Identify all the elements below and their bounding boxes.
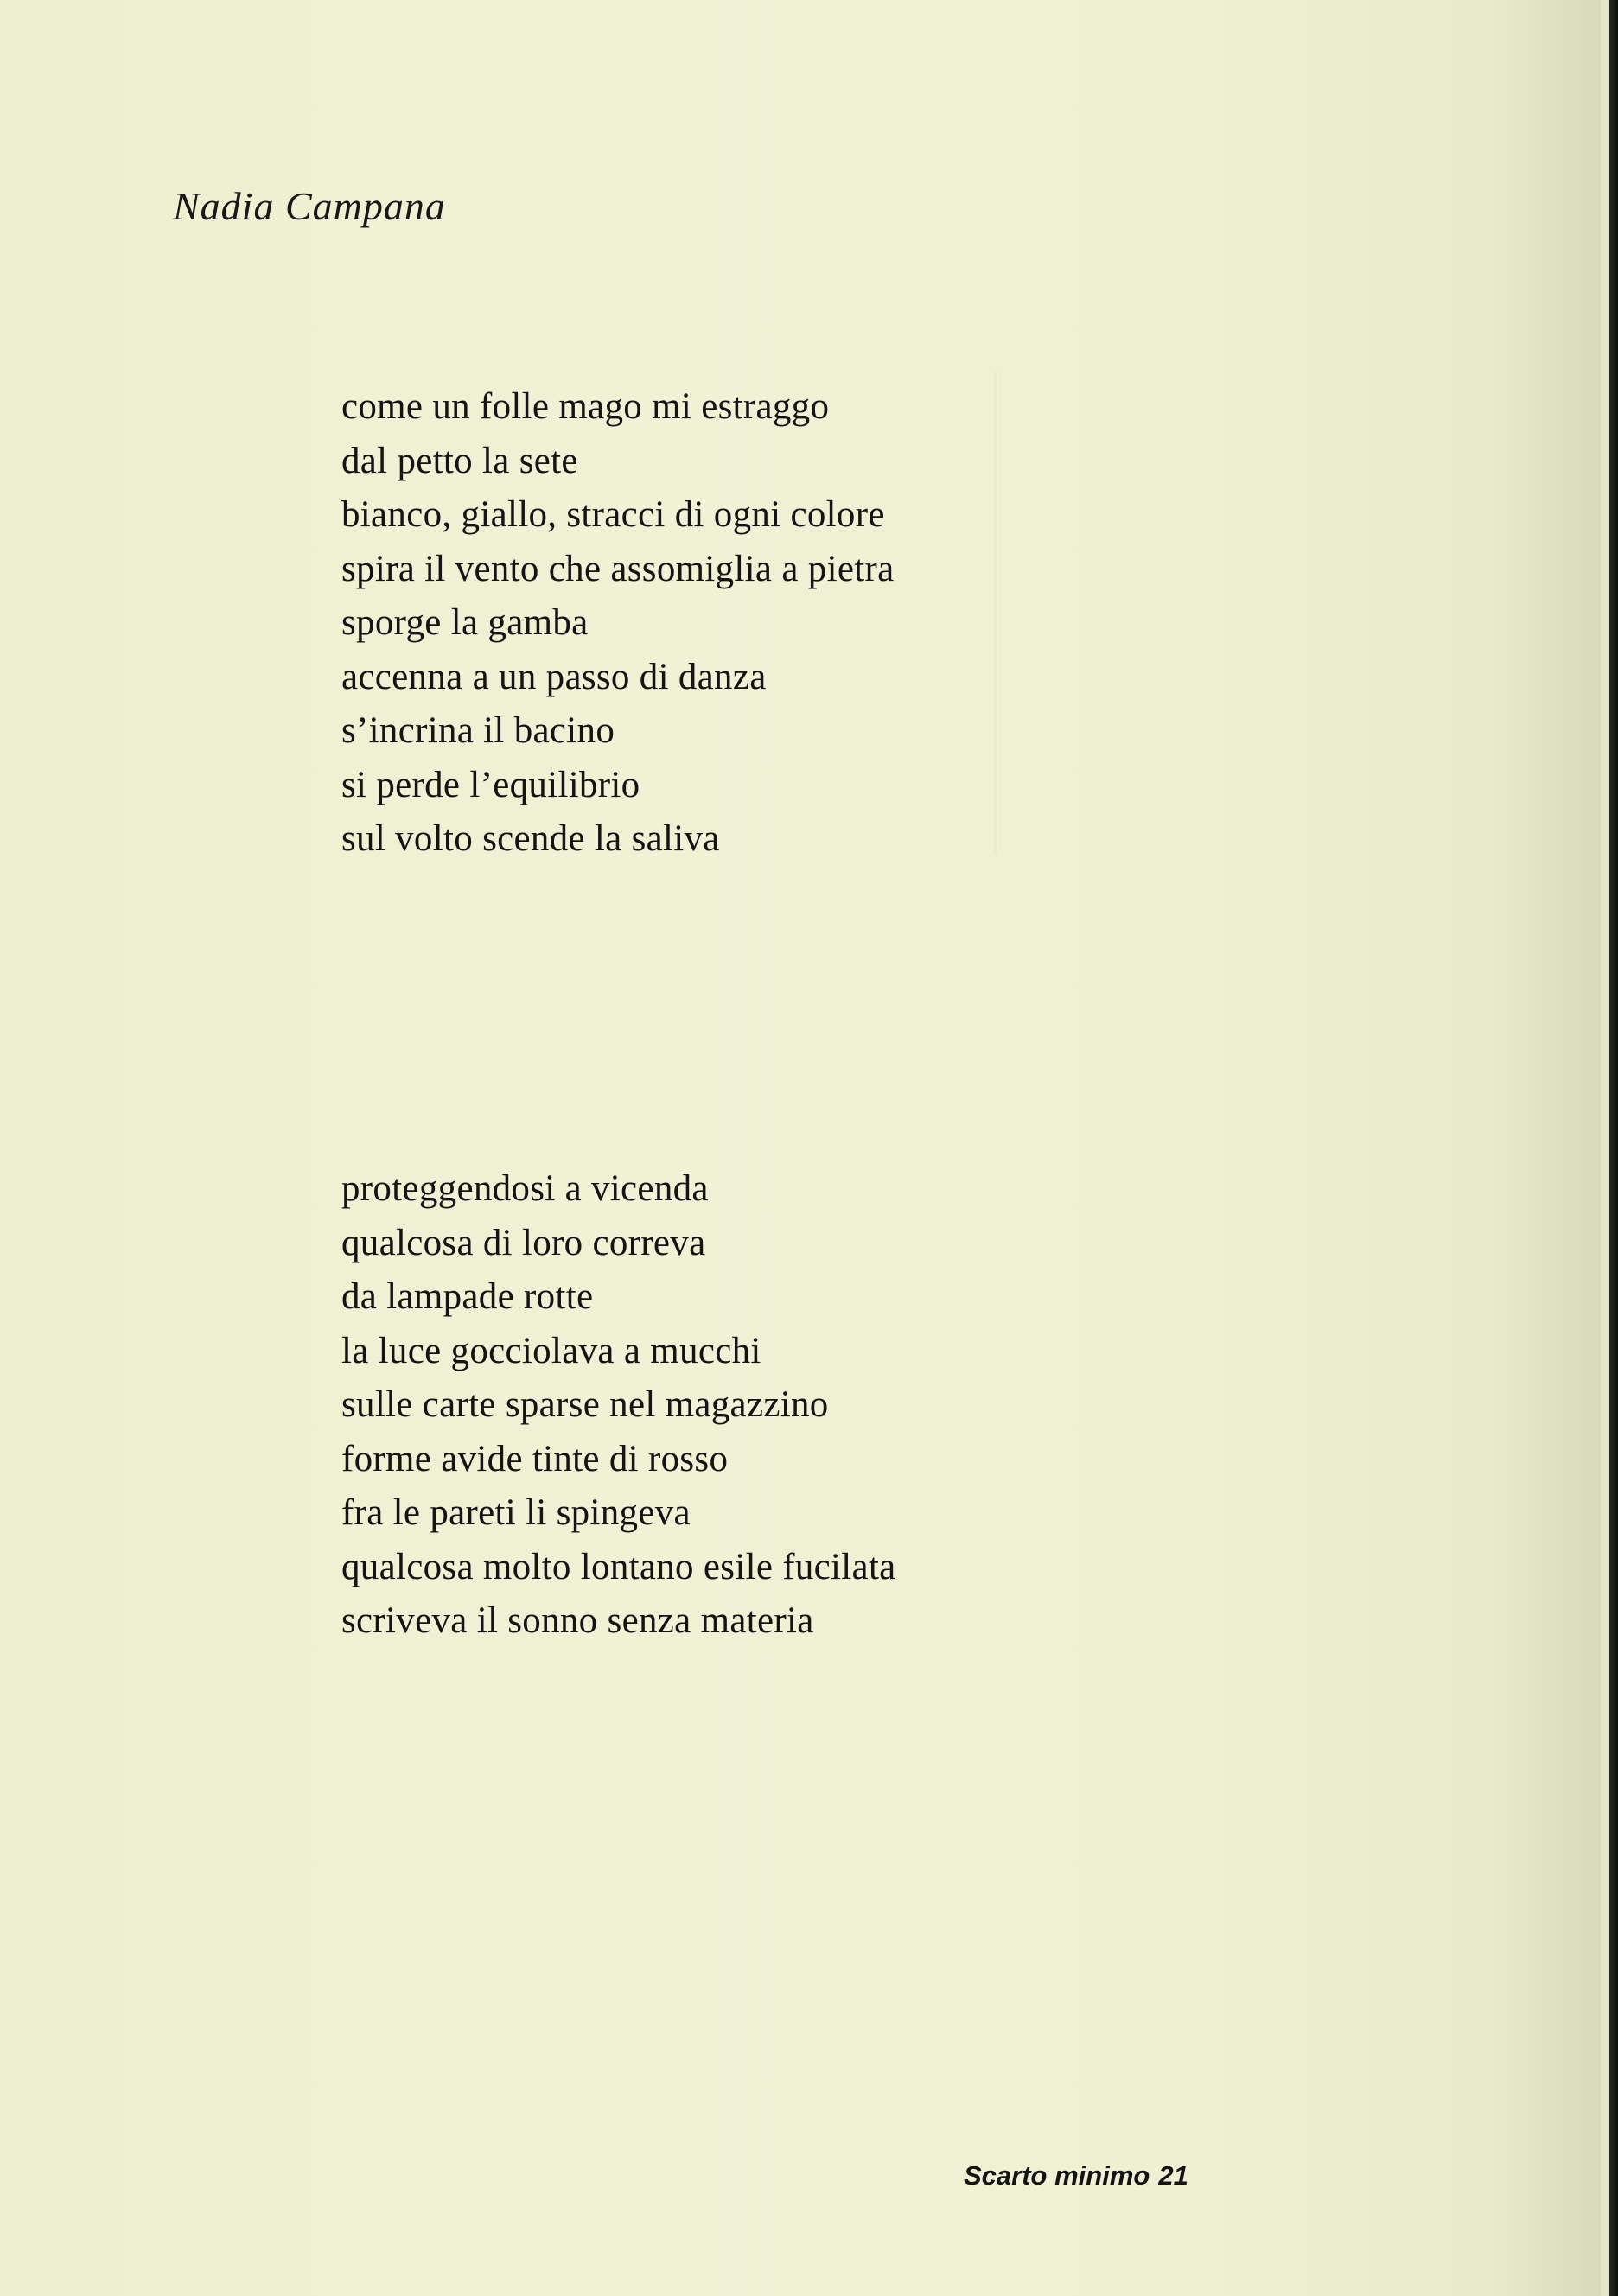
poem-line: sulle carte sparse nel magazzino (341, 1384, 829, 1425)
page-number: 21 (1158, 2160, 1188, 2191)
poem-line: proteggendosi a vicenda (341, 1168, 709, 1209)
poem-line: qualcosa molto lontano esile fucilata (341, 1546, 896, 1587)
running-footer (964, 2160, 1188, 2191)
poem-line: accenna a un passo di danza (341, 656, 767, 697)
poem-line: qualcosa di loro correva (341, 1222, 706, 1263)
poem-line: da lampade rotte (341, 1276, 594, 1317)
poem-line: fra le pareti li spingeva (341, 1492, 691, 1533)
book-edge (1609, 0, 1618, 2296)
page-curl-shadow (1497, 0, 1601, 2296)
poem-line: scriveva il sonno senza materia (341, 1600, 814, 1641)
poem-line: come un folle mago mi estraggo (341, 386, 830, 427)
poem-line: sul volto scende la saliva (341, 818, 720, 859)
poem-line: bianco, giallo, stracci di ogni colore (341, 494, 885, 535)
poem-line: forme avide tinte di rosso (341, 1438, 729, 1479)
poem-line: spira il vento che assomiglia a pietra (341, 548, 895, 589)
poem-line: la luce gocciolava a mucchi (341, 1330, 761, 1371)
poem-stanza-1 (341, 380, 894, 867)
poem-line: s’incrina il bacino (341, 710, 615, 751)
author-name: Nadia Campana (173, 184, 446, 228)
poem-line: si perde l’equilibrio (341, 764, 640, 805)
poem-line: dal petto la sete (341, 440, 578, 481)
publication-title: Scarto minimo (964, 2160, 1150, 2191)
poem-stanza-2 (341, 1162, 896, 1649)
poem-line: sporge la gamba (341, 602, 589, 643)
show-through-texture (994, 372, 1031, 855)
